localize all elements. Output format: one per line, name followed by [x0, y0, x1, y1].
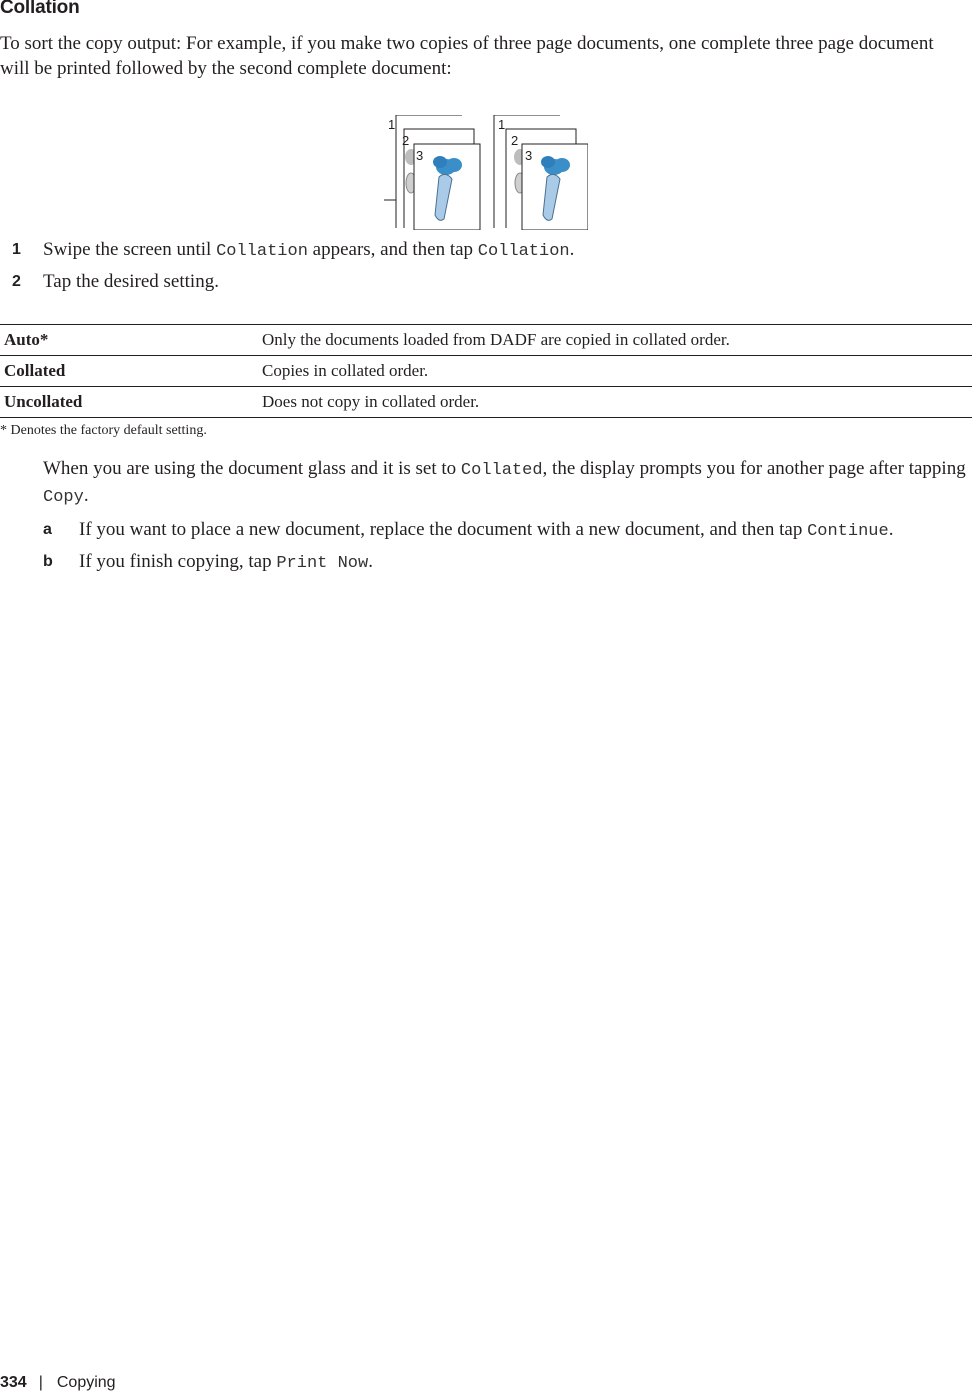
table-row	[0, 325, 972, 356]
page-number: 334	[0, 1374, 27, 1391]
setting-key: Uncollated	[4, 392, 83, 411]
footer-separator: |	[38, 1374, 43, 1391]
step-number: 1	[12, 241, 21, 258]
intro-paragraph: To sort the copy output: For example, if you make two copies of three page documents, one complete three page document will be printed followed by the second complete document:	[0, 33, 934, 79]
set2-page2-number: 2	[511, 133, 519, 148]
set1-page2-number: 2	[402, 133, 410, 148]
table-row	[0, 356, 972, 387]
footer-section: Copying	[56, 1374, 116, 1391]
collation-code: Collation	[477, 242, 570, 261]
table-row	[0, 387, 972, 418]
substep-text: If you finish copying, tap Print Now.	[79, 551, 373, 573]
substep-letter: b	[43, 553, 53, 570]
set2-page3-number: 3	[525, 148, 533, 163]
copy-set-1	[384, 115, 480, 230]
setting-key: Auto*	[4, 330, 49, 349]
continue-code: Continue	[807, 522, 889, 541]
set1-page1-number: 1	[388, 117, 396, 132]
set2-page1-number: 1	[498, 117, 506, 132]
setting-description: Does not copy in collated order.	[262, 392, 480, 411]
substep-letter: a	[43, 521, 52, 538]
collation-code: Collation	[216, 242, 308, 261]
setting-description: Only the documents loaded from DADF are copied in collated order.	[262, 330, 730, 349]
collated-code: Collated	[460, 461, 543, 480]
setting-key: Collated	[4, 361, 66, 380]
collation-settings-table	[0, 324, 972, 418]
note-paragraph: When you are using the document glass and it is set to Collated, the display prompts you for another page after tapping Copy.	[43, 458, 966, 507]
print-now-code: Print Now	[276, 554, 369, 573]
collation-illustration	[384, 115, 588, 230]
page-footer	[0, 1374, 116, 1392]
step-text: Tap the desired setting.	[43, 271, 219, 292]
step-number: 2	[12, 273, 21, 290]
section-heading: Collation	[0, 0, 80, 18]
copy-code: Copy	[43, 488, 84, 507]
substep-text: If you want to place a new document, replace the document with a new document, and then tap Continue.	[79, 519, 894, 541]
step-text: Swipe the screen until Collation appears, and then tap Collation.	[43, 239, 575, 261]
set1-page3-number: 3	[416, 148, 424, 163]
copy-set-2	[494, 115, 588, 230]
setting-description: Copies in collated order.	[262, 361, 429, 380]
table-footnote: * Denotes the factory default setting.	[0, 423, 207, 438]
